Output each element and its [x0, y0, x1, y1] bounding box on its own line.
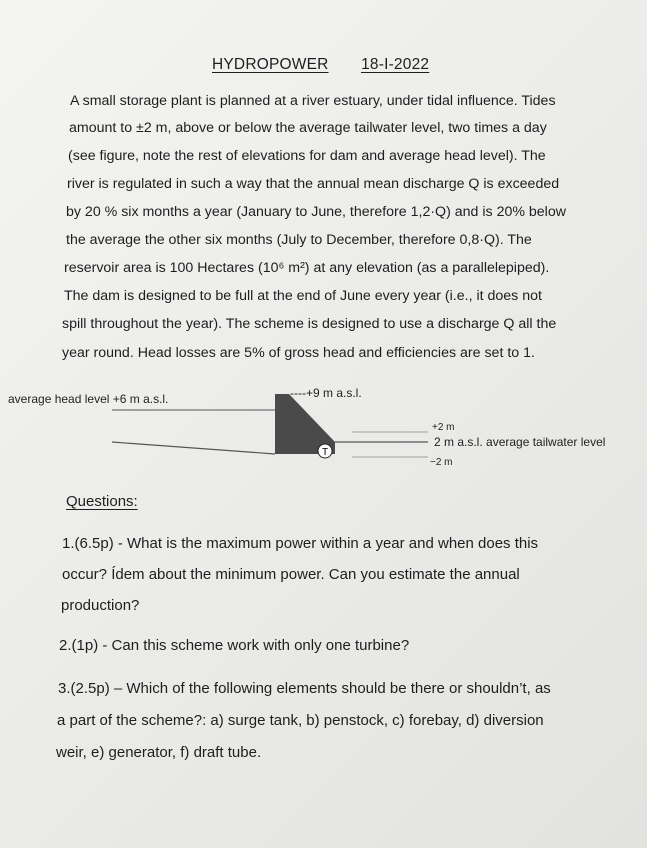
- dam-figure: [0, 380, 647, 475]
- question-line: production?: [61, 597, 140, 614]
- questions-heading: Questions:: [66, 493, 138, 510]
- document-date: 18-I-2022: [361, 56, 430, 73]
- paragraph-line: A small storage plant is planned at a river estuary, under tidal influence. Tides: [70, 93, 556, 109]
- question-line: 3.(2.5p) – Which of the following elements should be there or shouldn’t, as: [58, 680, 551, 697]
- paragraph-line: (see figure, note the rest of elevations for dam and average head level). The: [68, 148, 546, 164]
- tailwater-label: 2 m a.s.l. average tailwater level: [434, 435, 606, 449]
- paragraph-line: spill throughout the year). The scheme is designed to use a discharge Q all the: [62, 316, 557, 332]
- turbine-label: T: [321, 447, 329, 458]
- paragraph-line: year round. Head losses are 5% of gross head and efficiencies are set to 1.: [62, 345, 535, 361]
- paragraph-line: river is regulated in such a way that the annual mean discharge Q is exceeded: [67, 176, 560, 192]
- document-title: HYDROPOWER: [212, 56, 329, 73]
- question-2: 2.(1p) - Can this scheme work with only one turbine?: [59, 637, 410, 654]
- question-line: weir, e) generator, f) draft tube.: [56, 744, 262, 761]
- reservoir-bed-line: [112, 442, 275, 454]
- tide-low-label: −2 m: [430, 457, 453, 468]
- question-line: 1.(6.5p) - What is the maximum power within a year and when does this: [62, 535, 539, 552]
- paragraph-line: reservoir area is 100 Hectares (10⁶ m²) at any elevation (as a parallelepiped).: [64, 260, 550, 276]
- paragraph-line: the average the other six months (July to December, therefore 0,8·Q). The: [66, 232, 532, 248]
- tide-high-label: +2 m: [432, 422, 455, 433]
- question-line: a part of the scheme?: a) surge tank, b) penstock, c) forebay, d) diversion: [57, 712, 544, 729]
- paragraph-line: amount to ±2 m, above or below the average tailwater level, two times a day: [69, 120, 547, 136]
- head-level-label: average head level +6 m a.s.l.: [8, 392, 169, 406]
- page-header: [212, 56, 429, 74]
- dam-crest-label: ----+9 m a.s.l.: [290, 386, 362, 400]
- paragraph-line: The dam is designed to be full at the end of June every year (i.e., it does not: [64, 288, 542, 304]
- question-line: occur? Ídem about the minimum power. Can you estimate the annual: [62, 566, 520, 583]
- paragraph-line: by 20 % six months a year (January to June, therefore 1,2·Q) and is 20% below: [66, 204, 566, 220]
